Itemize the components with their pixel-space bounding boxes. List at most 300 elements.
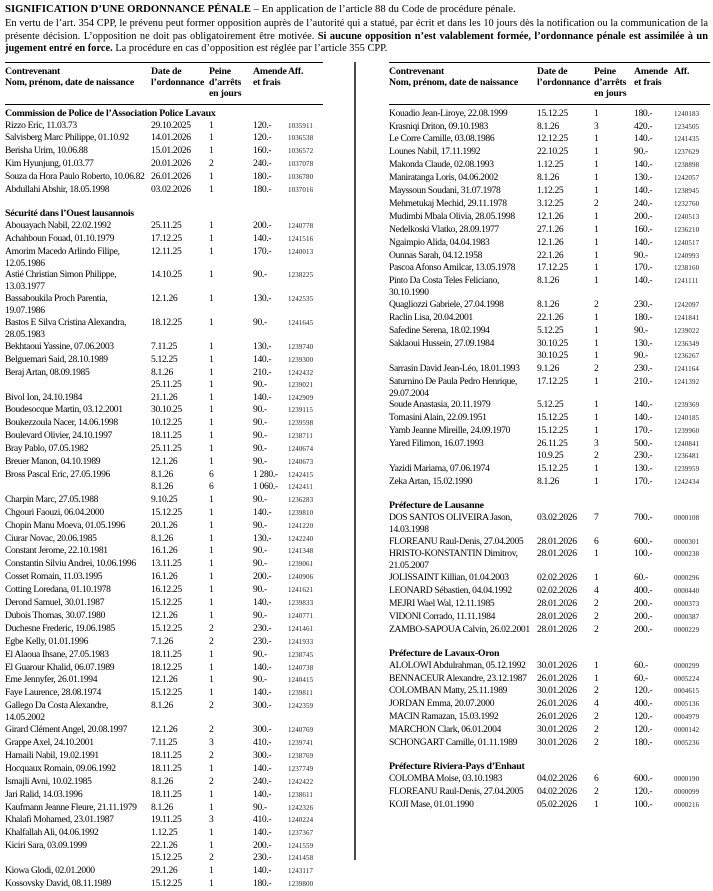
cell-date: 7.11.25 — [151, 340, 177, 352]
cell-amende: 230.- — [634, 299, 653, 311]
cell-date: 17.12.25 — [537, 375, 568, 387]
cell-name: Yamb Jeanne Mireille, 24.09.1970 — [389, 425, 511, 437]
cell-amende: 600.- — [634, 535, 653, 547]
table-row — [5, 184, 323, 197]
cell-date: 28.01.2026 — [537, 548, 577, 560]
cell-peine: 1 — [594, 572, 599, 584]
cell-amende: 500.- 230.- — [634, 438, 653, 462]
table-row — [389, 548, 710, 572]
cell-name: Ciurar Novac, 20.06.1985 — [5, 532, 97, 544]
cell-aff: 1240993 — [674, 251, 700, 260]
cell-peine: 1 — [209, 456, 214, 468]
cell-aff: 1037078 — [288, 160, 314, 169]
cell-date: 15.12.25 — [151, 506, 182, 518]
table-row — [389, 737, 710, 750]
cell-peine: 3 — [594, 120, 599, 132]
table-row — [389, 133, 710, 146]
cell-aff: 1240183 — [674, 109, 700, 118]
cell-name: Jari Ralid, 14.03.1996 — [5, 788, 83, 800]
cell-aff: 0005136 — [674, 700, 700, 709]
cell-peine: 1 2 — [209, 840, 214, 864]
cell-date: 8.1.26 — [537, 172, 559, 184]
table-row — [389, 363, 710, 376]
cell-aff: 1241559 1241458 — [288, 842, 314, 863]
table-row — [5, 456, 323, 469]
table-row — [5, 750, 323, 763]
cell-amende: 140.- — [253, 353, 272, 365]
cell-peine: 6 — [594, 772, 599, 784]
cell-name: Hocquaux Romain, 09.06.1992 — [5, 762, 116, 774]
cell-name: El Guarour Khalid, 06.07.1989 — [5, 661, 115, 673]
cell-amende: 90.- — [634, 325, 648, 337]
cell-peine: 1 — [209, 132, 214, 144]
cell-peine: 1 — [594, 210, 599, 222]
cell-amende: 140.- — [634, 185, 653, 197]
cell-name: Egbe Kelly, 01.01.1996 — [5, 635, 89, 647]
table-row — [5, 533, 323, 546]
cell-name: Kiciri Sara, 03.09.1999 — [5, 840, 87, 852]
cell-date: 18.12.25 — [151, 317, 182, 329]
cell-peine: 2 — [209, 724, 214, 736]
table-header — [5, 62, 323, 105]
table-row — [389, 773, 710, 786]
cell-date: 8.1.26 — [537, 275, 559, 287]
cell-aff: 1243117 — [288, 867, 313, 876]
cell-aff: 0000216 — [674, 800, 700, 809]
table-row — [5, 636, 323, 649]
cell-peine: 1 — [209, 674, 214, 686]
cell-aff: 1241461 — [288, 624, 314, 633]
cell-name: Mayssoun Soudani, 31.07.1978 — [389, 185, 501, 197]
cell-aff: 1239833 — [288, 599, 314, 608]
table-row — [5, 610, 323, 623]
cell-amende: 140.- — [634, 399, 653, 411]
table-section — [389, 500, 710, 637]
table-row — [389, 108, 710, 121]
cell-peine: 1 — [209, 865, 214, 877]
cell-amende: 170.- — [253, 245, 272, 257]
table-row — [389, 698, 710, 711]
cell-date: 05.02.2026 — [537, 798, 577, 810]
cell-name: DOS SANTOS OLIVEIRA Jason, 14.03.1998 — [389, 511, 512, 535]
cell-name: Pascoa Afonso Amilcar, 13.05.1978 — [389, 262, 516, 274]
cell-amende: 180.- — [253, 877, 272, 889]
cell-date: 19.11.25 — [151, 814, 182, 826]
cell-name: Khalafi Mohamed, 23.01.1987 — [5, 814, 114, 826]
cell-date: 26.01.2026 — [537, 711, 577, 723]
table-row — [5, 776, 323, 789]
cell-aff: 1240778 — [288, 221, 314, 230]
intro-text-bold: Si aucune opposition n’est valablement formée, l’ordonnance pénale est assimilée à un jugement entré en force. — [5, 30, 708, 55]
table-row — [389, 338, 710, 363]
table-row — [389, 724, 710, 737]
cell-amende: 230.- — [253, 622, 272, 634]
cell-aff: 1238745 — [288, 650, 314, 659]
cell-name: Krasniqi Driton, 09.10.1983 — [389, 120, 489, 132]
cell-peine: 1 — [209, 827, 214, 839]
table-row — [389, 611, 710, 624]
cell-date: 29.1.26 — [151, 865, 178, 877]
cell-aff: 1240769 — [288, 726, 314, 735]
cell-aff: 1242432 1239021 — [288, 368, 314, 389]
cell-aff: 1232760 — [674, 199, 700, 208]
cell-aff: 1238898 — [674, 161, 700, 170]
cell-amende: 120.- — [634, 724, 653, 736]
table-row — [389, 399, 710, 412]
cell-aff: 1242909 — [288, 393, 314, 402]
cell-peine: 1 — [594, 659, 599, 671]
cell-aff: 1240513 — [674, 212, 700, 221]
cell-date: 5.12.25 — [151, 353, 178, 365]
cell-aff: 1036572 — [288, 147, 314, 156]
cell-name: El Alaoua Ihsane, 27.05.1983 — [5, 648, 109, 660]
cell-peine: 2 — [594, 610, 599, 622]
cell-date: 1.12.25 — [537, 159, 564, 171]
cell-date: 27.1.26 — [537, 223, 564, 235]
cell-peine: 1 — [594, 375, 599, 387]
cell-peine: 1 — [209, 353, 214, 365]
cell-aff: 1240738 — [288, 663, 314, 672]
cell-date: 7.11.25 — [151, 737, 177, 749]
header-peine: Peine d’arrêts en jours — [209, 66, 242, 100]
cell-name: Soude Anastasia, 20.11.1979 — [389, 399, 491, 411]
header-contrevenant: Contrevenant Nom, prénom, date de naissance — [389, 66, 518, 89]
cell-amende: 60.- — [634, 659, 648, 671]
cell-name: Ismajli Avni, 10.02.1985 — [5, 775, 92, 787]
cell-name: JORDAN Emma, 20.07.2000 — [389, 698, 495, 710]
cell-aff: 1236283 — [288, 495, 314, 504]
table-row — [5, 354, 323, 367]
cell-peine: 1 — [209, 788, 214, 800]
cell-peine: 1 — [209, 219, 214, 231]
cell-peine: 1 — [209, 545, 214, 557]
cell-peine: 6 — [594, 535, 599, 547]
cell-amende: 420.- — [634, 120, 653, 132]
cell-amende: 600.- — [634, 772, 653, 784]
cell-aff: 1242434 — [674, 477, 700, 486]
cell-peine: 1 — [209, 430, 214, 442]
cell-peine: 1 — [209, 584, 214, 596]
cell-peine: 1 — [209, 532, 214, 544]
cell-peine: 4 — [594, 698, 599, 710]
intro-text-2: La procédure en cas d’opposition est réglée par l’article 355 CPP. — [112, 43, 388, 55]
table-row — [389, 799, 710, 812]
table-row — [5, 494, 323, 507]
cell-name: Bekhtaoui Yassine, 07.06.2003 — [5, 340, 114, 352]
cell-amende: 200.- — [634, 210, 653, 222]
cell-aff: 0000238 — [674, 550, 700, 559]
cell-date: 8.1.26 — [537, 475, 559, 487]
cell-amende: 140.- — [634, 133, 653, 145]
cell-date: 8.1.26 8.1.26 — [151, 468, 173, 492]
cell-date: 15.12.25 — [151, 597, 182, 609]
cell-aff: 1241621 — [288, 586, 314, 595]
cell-date: 12.1.26 — [537, 210, 564, 222]
cell-date: 16.12.25 — [151, 584, 182, 596]
table-row — [5, 789, 323, 802]
cell-aff: 1240224 — [288, 816, 314, 825]
table-row — [5, 293, 323, 317]
cell-amende: 90.- — [253, 584, 267, 596]
cell-date: 15.01.2026 — [151, 145, 191, 157]
cell-aff: 1240517 — [674, 238, 700, 247]
cell-aff: 1240906 — [288, 573, 314, 582]
header-aff: Aff. — [288, 66, 304, 77]
cell-name: Le Corre Camille, 03.08.1986 — [389, 133, 495, 145]
cell-date: 18.11.25 — [151, 762, 182, 774]
cell-name: Amorim Macedo Arlindo Filipe, 12.05.1986 — [5, 245, 120, 269]
cell-date: 25.11.25 — [151, 443, 182, 455]
section-title: Préfecture de Lavaux-Oron — [389, 647, 500, 659]
table-row — [389, 262, 710, 275]
cell-date: 17.12.25 — [537, 262, 568, 274]
table-row — [389, 325, 710, 338]
cell-date: 28.01.2026 — [537, 623, 577, 635]
section-title: Préfecture Riviera-Pays d’Enhaut — [389, 761, 525, 773]
table-row — [389, 146, 710, 159]
cell-name: Chopin Manu Moeva, 01.05.1996 — [5, 519, 125, 531]
table-row — [5, 341, 323, 354]
cell-peine: 3 2 — [594, 438, 599, 462]
cell-peine: 1 — [594, 275, 599, 287]
table-section — [5, 108, 323, 197]
cell-amende: 120.- — [634, 685, 653, 697]
table-row — [389, 237, 710, 250]
cell-amende: 90.- — [634, 146, 648, 158]
cell-date: 30.01.2026 — [537, 659, 577, 671]
section-title: Commission de Police de l’Association Police Lavaux — [5, 107, 216, 119]
cell-aff: 1241111 — [674, 277, 699, 286]
cell-name: Cotting Loredana, 01.10.1978 — [5, 584, 111, 596]
cell-date: 8.1.26 — [537, 120, 559, 132]
cell-date: 12.1.26 — [151, 609, 178, 621]
cell-amende: 90.- — [253, 609, 267, 621]
cell-peine: 1 — [209, 609, 214, 621]
table-row — [389, 598, 710, 611]
cell-date: 29.10.2025 — [151, 119, 191, 131]
cell-amende: 140.- — [634, 412, 653, 424]
cell-amende: 180.- — [634, 737, 653, 749]
cell-name: Kiowa Glodi, 02.01.2000 — [5, 865, 95, 877]
table-row — [5, 763, 323, 776]
cell-date: 12.1.26 — [151, 293, 178, 305]
table-row — [5, 802, 323, 815]
cell-aff: 1242415 1242411 — [288, 470, 314, 491]
cell-name: HRISTO-KONSTANTIN Dimitrov, 21.05.2007 — [389, 548, 518, 572]
cell-name: Boukezzoula Nacer, 14.06.1998 — [5, 417, 118, 429]
cell-name: Raclin Lisa, 20.04.2001 — [389, 312, 473, 324]
cell-amende: 140.- — [253, 687, 272, 699]
cell-peine: 7 — [594, 511, 599, 523]
cell-aff: 1241164 — [674, 364, 699, 373]
cell-amende: 200.- — [634, 598, 653, 610]
cell-aff: 1242359 — [288, 702, 314, 711]
cell-aff: 0000108 — [674, 513, 700, 522]
cell-amende: 210.- 90.- — [253, 366, 272, 390]
cell-peine: 2 — [594, 598, 599, 610]
cell-amende: 60.- — [634, 572, 648, 584]
cell-amende: 200.- — [253, 571, 272, 583]
cell-date: 30.01.2026 — [537, 724, 577, 736]
cell-name: COLOMBA Moise, 03.10.1983 — [389, 772, 503, 784]
cell-peine: 1 — [594, 412, 599, 424]
cell-aff: 0000296 — [674, 574, 700, 583]
cell-aff: 1238711 — [288, 432, 313, 441]
cell-date: 18.11.25 — [151, 788, 182, 800]
cell-amende: 120.- — [634, 711, 653, 723]
cell-peine: 1 — [209, 232, 214, 244]
section-title: Sécurité dans l’Ouest lausannois — [5, 207, 134, 219]
cell-peine: 1 — [594, 146, 599, 158]
cell-amende: 100.- — [634, 798, 653, 810]
cell-aff: 1240185 — [674, 414, 700, 423]
cell-name: Boudesocque Martin, 03.12.2001 — [5, 404, 123, 416]
cell-peine: 1 1 — [594, 337, 599, 361]
cell-amende: 300.- — [253, 724, 272, 736]
cell-peine: 1 — [594, 548, 599, 560]
table-row — [389, 512, 710, 536]
cell-aff: 0000301 — [674, 537, 700, 546]
cell-name: Bivol Ion, 24.10.1984 — [5, 391, 83, 403]
cell-peine: 2 — [594, 737, 599, 749]
table-row — [5, 737, 323, 750]
cell-aff: 1238945 — [674, 187, 700, 196]
cell-peine: 1 — [209, 597, 214, 609]
cell-date: 18.11.25 — [151, 749, 182, 761]
cell-amende: 180.- — [253, 184, 272, 196]
table-row — [389, 585, 710, 598]
cell-name: Tomasini Alain, 22.09.1951 — [389, 412, 487, 424]
cell-name: Khalfallah Ali, 04.06.1992 — [5, 827, 99, 839]
cell-date: 26.01.2026 — [537, 698, 577, 710]
cell-name: Faye Laurence, 28.08.1974 — [5, 687, 101, 699]
cell-date: 12.1.26 — [151, 674, 178, 686]
cell-aff: 1239800 — [288, 879, 314, 888]
cell-date: 28.01.2026 — [537, 535, 577, 547]
cell-date: 20.1.26 — [151, 519, 178, 531]
cell-peine: 1 — [594, 107, 599, 119]
cell-amende: 210.- — [634, 375, 653, 387]
cell-peine: 2 — [209, 158, 214, 170]
cell-amende: 90.- — [253, 456, 267, 468]
cell-date: 30.10.25 30.10.25 — [537, 337, 568, 361]
cell-name: Abouayach Nabil, 22.02.1992 — [5, 219, 111, 231]
cell-name: COLOMBAN Matty, 25.11.1989 — [389, 685, 508, 697]
cell-aff: 1239960 — [674, 427, 700, 436]
cell-name: MARCHON Clark, 06.01.2004 — [389, 724, 501, 736]
cell-peine: 1 — [209, 558, 214, 570]
cell-date: 15.12.25 — [151, 687, 182, 699]
left-column-rows — [5, 105, 323, 891]
cell-peine: 1 — [594, 312, 599, 324]
cell-date: 15.12.25 — [537, 425, 568, 437]
cell-peine: 1 — [209, 340, 214, 352]
table-row — [5, 814, 323, 827]
cell-name: JOLISSAINT Killian, 01.04.2003 — [389, 572, 509, 584]
cell-amende: 140.- — [253, 391, 272, 403]
cell-name: Mudimbi Mbala Olivia, 28.05.1998 — [389, 210, 515, 222]
cell-date: 16.1.26 — [151, 545, 178, 557]
cell-name: Abdullahi Abshir, 18.05.1998 — [5, 184, 110, 196]
table-row — [389, 412, 710, 425]
right-column-rows — [389, 105, 710, 812]
document-header — [5, 3, 708, 56]
cell-aff: 1237749 — [288, 764, 314, 773]
cell-aff: 0000190 — [674, 774, 700, 783]
cell-peine: 1 1 — [209, 366, 214, 390]
cell-date: 5.12.25 — [537, 399, 564, 411]
cell-aff: 1239061 — [288, 560, 314, 569]
cell-amende: 90.- — [253, 317, 267, 329]
cell-peine: 1 — [594, 798, 599, 810]
cell-peine: 2 — [209, 700, 214, 712]
header-date: Date de l’ordonnance — [537, 66, 591, 89]
cell-name: Bastos E Silva Cristina Alexandra, 28.05.1983 — [5, 317, 127, 341]
table-row — [5, 430, 323, 443]
cell-peine: 4 — [594, 585, 599, 597]
cell-date: 15.12.25 — [151, 622, 182, 634]
cell-aff: 1240841 1236481 — [674, 440, 700, 461]
cell-peine: 1 — [209, 317, 214, 329]
cell-amende: 90.- — [253, 430, 267, 442]
cell-aff: 1239959 — [674, 464, 700, 473]
cell-peine: 2 — [594, 299, 599, 311]
table-row — [5, 132, 323, 145]
cell-amende: 140.- — [253, 762, 272, 774]
cell-peine: 1 — [209, 269, 214, 281]
cell-name: Ngaimpio Alida, 04.04.1983 — [389, 236, 490, 248]
table-row — [389, 121, 710, 134]
cell-name: KOJI Mase, 01.01.1990 — [389, 798, 474, 810]
cell-name: Makonda Claude, 02.08.1993 — [389, 159, 494, 171]
cell-name: Breuer Manon, 04.10.1989 — [5, 456, 101, 468]
cell-date: 22.1.26 — [537, 312, 564, 324]
cell-amende: 180.- — [634, 312, 653, 324]
cell-date: 3.12.25 — [537, 197, 564, 209]
table-row — [5, 469, 323, 494]
cell-name: Gallego Da Costa Alexandre, 14.05.2002 — [5, 700, 108, 724]
table-row — [389, 425, 710, 438]
cell-name: ALOLOWI Abdulrahman, 05.12.1992 — [389, 659, 526, 671]
header-contrevenant: Contrevenant Nom, prénom, date de naissance — [5, 66, 134, 89]
cell-date: 12.11.25 — [151, 245, 182, 257]
cell-name: VIDONI Corrado, 11.11.1984 — [389, 610, 496, 622]
table-row — [389, 376, 710, 400]
table-row — [5, 687, 323, 700]
right-column — [389, 62, 710, 812]
table-row — [5, 246, 323, 270]
cell-amende: 170.- — [634, 262, 653, 274]
cell-aff: 1239369 — [674, 401, 700, 410]
table-section — [389, 108, 710, 489]
header-amende: Amende et frais — [634, 66, 668, 89]
cell-amende: 130.- — [634, 172, 653, 184]
cell-date: 1.12.25 — [537, 185, 564, 197]
table-row — [389, 711, 710, 724]
cell-amende: 90.- — [253, 801, 267, 813]
cell-peine: 1 — [209, 119, 214, 131]
cell-aff: 1241841 — [674, 314, 700, 323]
cell-amende: 700.- — [634, 511, 653, 523]
table-row — [389, 786, 710, 799]
cell-name: Mehmetukaj Mechid, 29.11.1978 — [389, 197, 507, 209]
table-row — [5, 269, 323, 293]
table-row — [389, 438, 710, 463]
table-row — [5, 878, 323, 891]
cell-name: LEONARD Sébastien, 04.04.1992 — [389, 585, 512, 597]
cell-date: 1.12.25 — [151, 827, 178, 839]
cell-amende: 180.- — [634, 107, 653, 119]
